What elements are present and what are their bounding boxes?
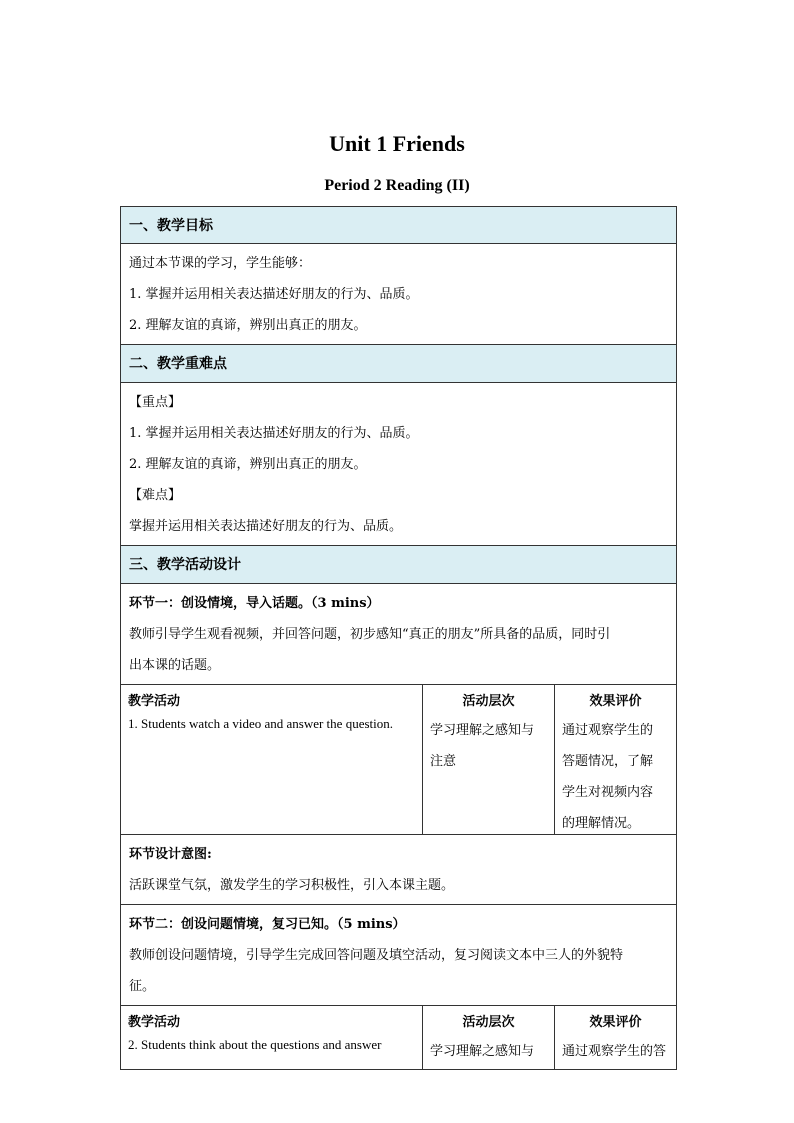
col-activity-header: 教学活动 [128,1015,181,1030]
col-level-header: 活动层次 [462,694,515,709]
stage2-desc-line: 教师创设问题情境，引导学生完成回答问题及填空活动，复习阅读文本中三人的外貌特 [129,948,624,963]
difficult-line: 掌握并运用相关表达描述好朋友的行为、品质。 [129,519,403,534]
stage2-header [120,905,677,1006]
objectives-line: 通过本节课的学习，学生能够： [129,256,312,271]
col-activity-header: 教学活动 [128,694,181,709]
page-title: Unit 1 Friends [329,131,465,156]
stage1-eval-cell [555,685,676,834]
page-subtitle: Period 2 Reading (II) [324,177,470,194]
col-eval-header: 效果评价 [589,1015,642,1030]
stage2-title: 环节二：创设问题情境，复习已知。（5 mins） [129,917,406,932]
stage1-title: 环节一：创设情境，导入话题。（3 mins） [129,596,380,611]
stage2-eval-cell [555,1006,676,1069]
stage1-level-line: 注意 [430,754,457,769]
stage1-activity-cell [121,685,423,834]
stage1-eval-line: 的理解情况。 [562,816,641,831]
objectives-line: 1. 掌握并运用相关表达描述好朋友的行为、品质。 [129,287,419,302]
stage1-level-line: 学习理解之感知与 [430,723,535,738]
stage1-eval-line: 答题情况，了解 [562,754,654,769]
stage1-desc-line: 出本课的话题。 [129,658,221,673]
stage1-eval-line: 学生对视频内容 [562,785,654,800]
stage2-activity-cell [121,1006,423,1069]
stage2-desc-line: 征。 [129,979,156,994]
stage1-eval-line: 通过观察学生的 [562,723,654,738]
key-label: 【重点】 [129,395,182,410]
key-points-body [120,383,677,546]
difficult-label: 【难点】 [129,488,182,503]
col-eval-header: 效果评价 [589,694,642,709]
stage2-activity-text: 2. Students think about the questions and answer [128,1037,382,1052]
stage1-intent-label: 环节设计意图: [129,847,212,862]
key-line: 2. 理解友谊的真谛，辨别出真正的朋友。 [129,457,367,472]
objectives-line: 2. 理解友谊的真谛，辨别出真正的朋友。 [129,318,367,333]
stage1-desc-line: 教师引导学生观看视频，并回答问题，初步感知“真正的朋友”所具备的品质，同时引 [129,627,611,642]
stage1-intent [120,835,677,905]
objectives-body [120,244,677,345]
stage1-header [120,584,677,685]
stage2-eval-line: 通过观察学生的答 [562,1044,667,1059]
section-heading-key-points: 二、教学重难点 [120,345,677,383]
stage2-activity-table [120,1006,677,1070]
col-level-header: 活动层次 [462,1015,515,1030]
section-heading-objectives: 一、教学目标 [120,206,677,244]
stage1-activity-table [120,685,677,835]
stage1-activity-text: 1. Students watch a video and answer the question. [128,716,393,731]
section-heading-activity-design: 三、教学活动设计 [120,546,677,584]
stage2-level-cell [423,1006,555,1069]
key-line: 1. 掌握并运用相关表达描述好朋友的行为、品质。 [129,426,419,441]
lesson-plan-table [120,206,677,1070]
stage2-level-line: 学习理解之感知与 [430,1044,535,1059]
stage1-level-cell [423,685,555,834]
stage1-intent-text: 活跃课堂气氛，激发学生的学习积极性，引入本课主题。 [129,878,455,893]
